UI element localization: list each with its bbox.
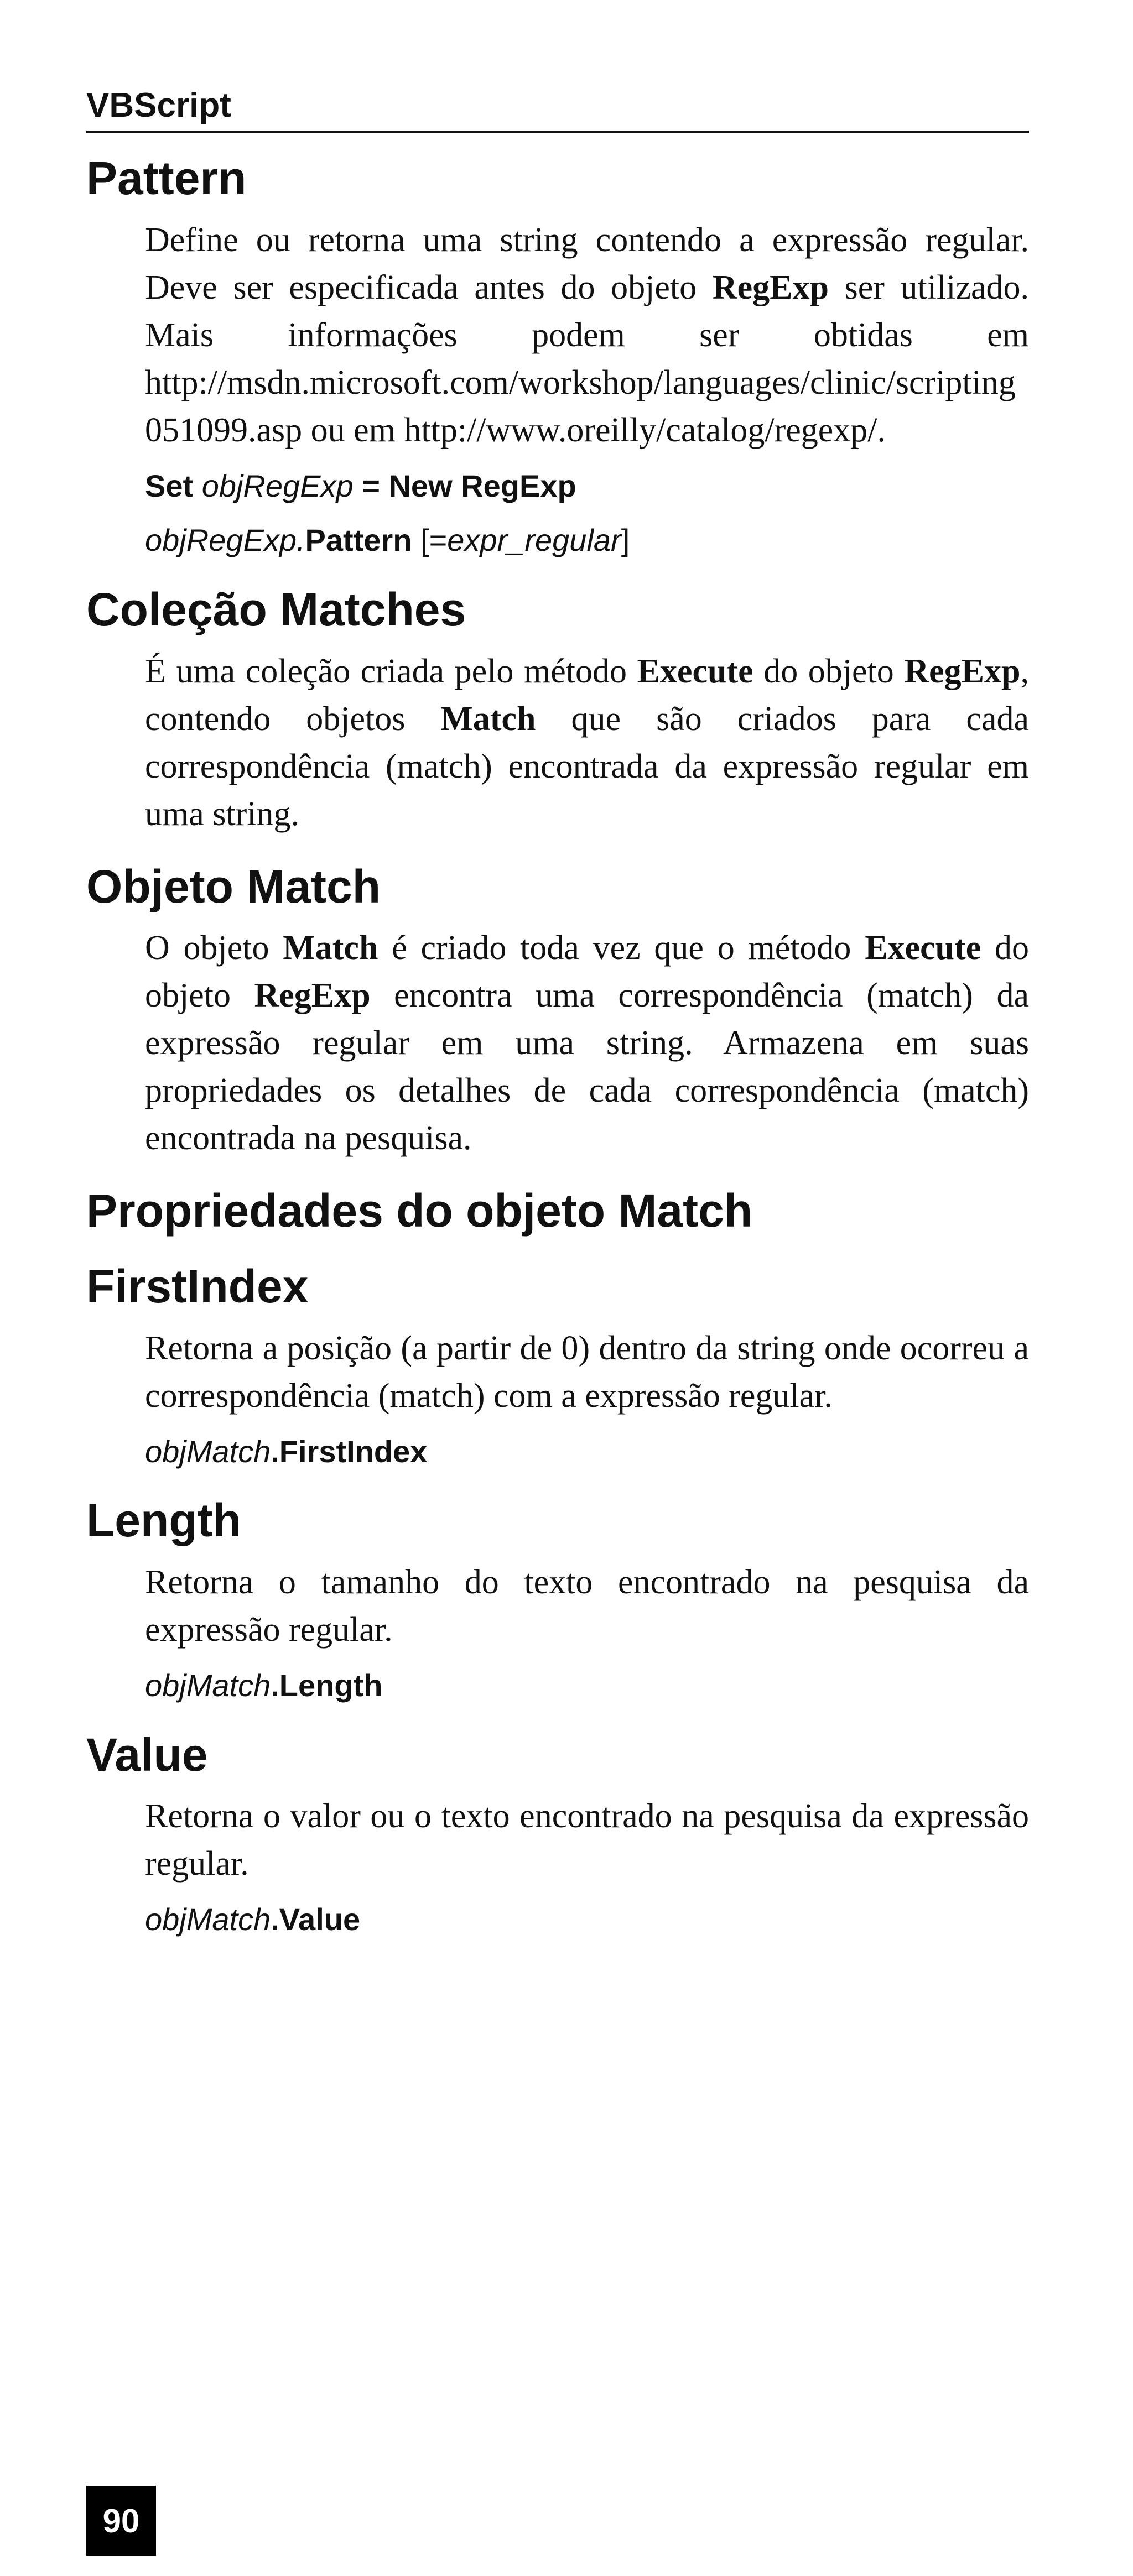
text-bold: Match bbox=[440, 700, 536, 738]
pattern-syntax-1 bbox=[145, 466, 1029, 507]
text-bold: RegExp bbox=[254, 977, 371, 1015]
value-syntax bbox=[145, 1900, 1029, 1940]
keyword: = New RegExp bbox=[353, 468, 576, 503]
text-run: [= bbox=[412, 523, 448, 558]
running-head: VBScript bbox=[86, 88, 1029, 133]
firstindex-description: Retorna a posição (a partir de 0) dentro da string onde ocorreu a correspondência (match) com a expressão regular. bbox=[145, 1329, 1029, 1415]
variable: expr_regular bbox=[447, 523, 621, 558]
text-run: encontra uma correspondência (match) da expressão regular em uma string. Armazena em suas propriedades os detalhes de cada correspondência (match) encontrada na pesquisa. bbox=[145, 977, 1029, 1157]
firstindex-syntax bbox=[145, 1432, 1029, 1472]
text-run: do objeto bbox=[753, 652, 905, 690]
length-syntax bbox=[145, 1666, 1029, 1706]
text-run: É uma coleção criada pelo método bbox=[145, 652, 637, 690]
pattern-syntax-2 bbox=[145, 520, 1029, 561]
heading-pattern: Pattern bbox=[86, 152, 247, 204]
text-bold: Execute bbox=[865, 929, 981, 967]
text-run: ] bbox=[621, 523, 630, 558]
page-content bbox=[86, 88, 1029, 1954]
heading-firstindex: FirstIndex bbox=[86, 1260, 309, 1312]
keyword: Pattern bbox=[305, 523, 412, 558]
keyword: .FirstIndex bbox=[271, 1433, 428, 1469]
text-bold: RegExp bbox=[904, 652, 1021, 690]
heading-properties: Propriedades do objeto Match bbox=[86, 1185, 753, 1237]
variable: objMatch bbox=[145, 1902, 271, 1937]
keyword: .Length bbox=[271, 1667, 383, 1703]
variable: objMatch bbox=[145, 1433, 271, 1469]
text-bold: RegExp bbox=[712, 268, 829, 306]
text-run: é criado toda vez que o método bbox=[378, 929, 865, 967]
match-object-description bbox=[145, 924, 1029, 1162]
text-bold: Execute bbox=[637, 652, 753, 690]
text-run: , contendo objetos bbox=[145, 652, 1029, 738]
variable: objRegExp. bbox=[145, 523, 305, 558]
text-run: O objeto bbox=[145, 929, 283, 967]
matches-description bbox=[145, 648, 1029, 838]
heading-matches: Coleção Matches bbox=[86, 583, 466, 636]
pattern-description bbox=[145, 216, 1029, 454]
heading-value: Value bbox=[86, 1728, 208, 1781]
variable: objRegExp bbox=[201, 468, 354, 503]
text-run: Define ou retorna uma string contendo a expressão regular. Deve ser especificada antes do objeto bbox=[145, 221, 1029, 306]
text-run: que são criados para cada correspondência (match) encontrada da expressão regular em uma string. bbox=[145, 700, 1029, 833]
text-bold: Match bbox=[283, 929, 378, 967]
keyword: Set bbox=[145, 468, 202, 503]
value-description: Retorna o valor ou o texto encontrado na pesquisa da expressão regular. bbox=[145, 1797, 1029, 1883]
heading-match-object: Objeto Match bbox=[86, 860, 381, 912]
keyword: .Value bbox=[271, 1902, 361, 1937]
variable: objMatch bbox=[145, 1667, 271, 1703]
heading-length: Length bbox=[86, 1494, 241, 1547]
length-description: Retorna o tamanho do texto encontrado na pesquisa da expressão regular. bbox=[145, 1563, 1029, 1649]
page-number: 90 bbox=[86, 2486, 156, 2556]
text-run: do objeto bbox=[145, 929, 1030, 1015]
text-run: ser utilizado. Mais informações podem ser obtidas em http://msdn.microsoft.com/workshop/languages/clinic/scripting051099.asp ou em http://www.oreilly/catalog/regexp/. bbox=[145, 268, 1029, 449]
